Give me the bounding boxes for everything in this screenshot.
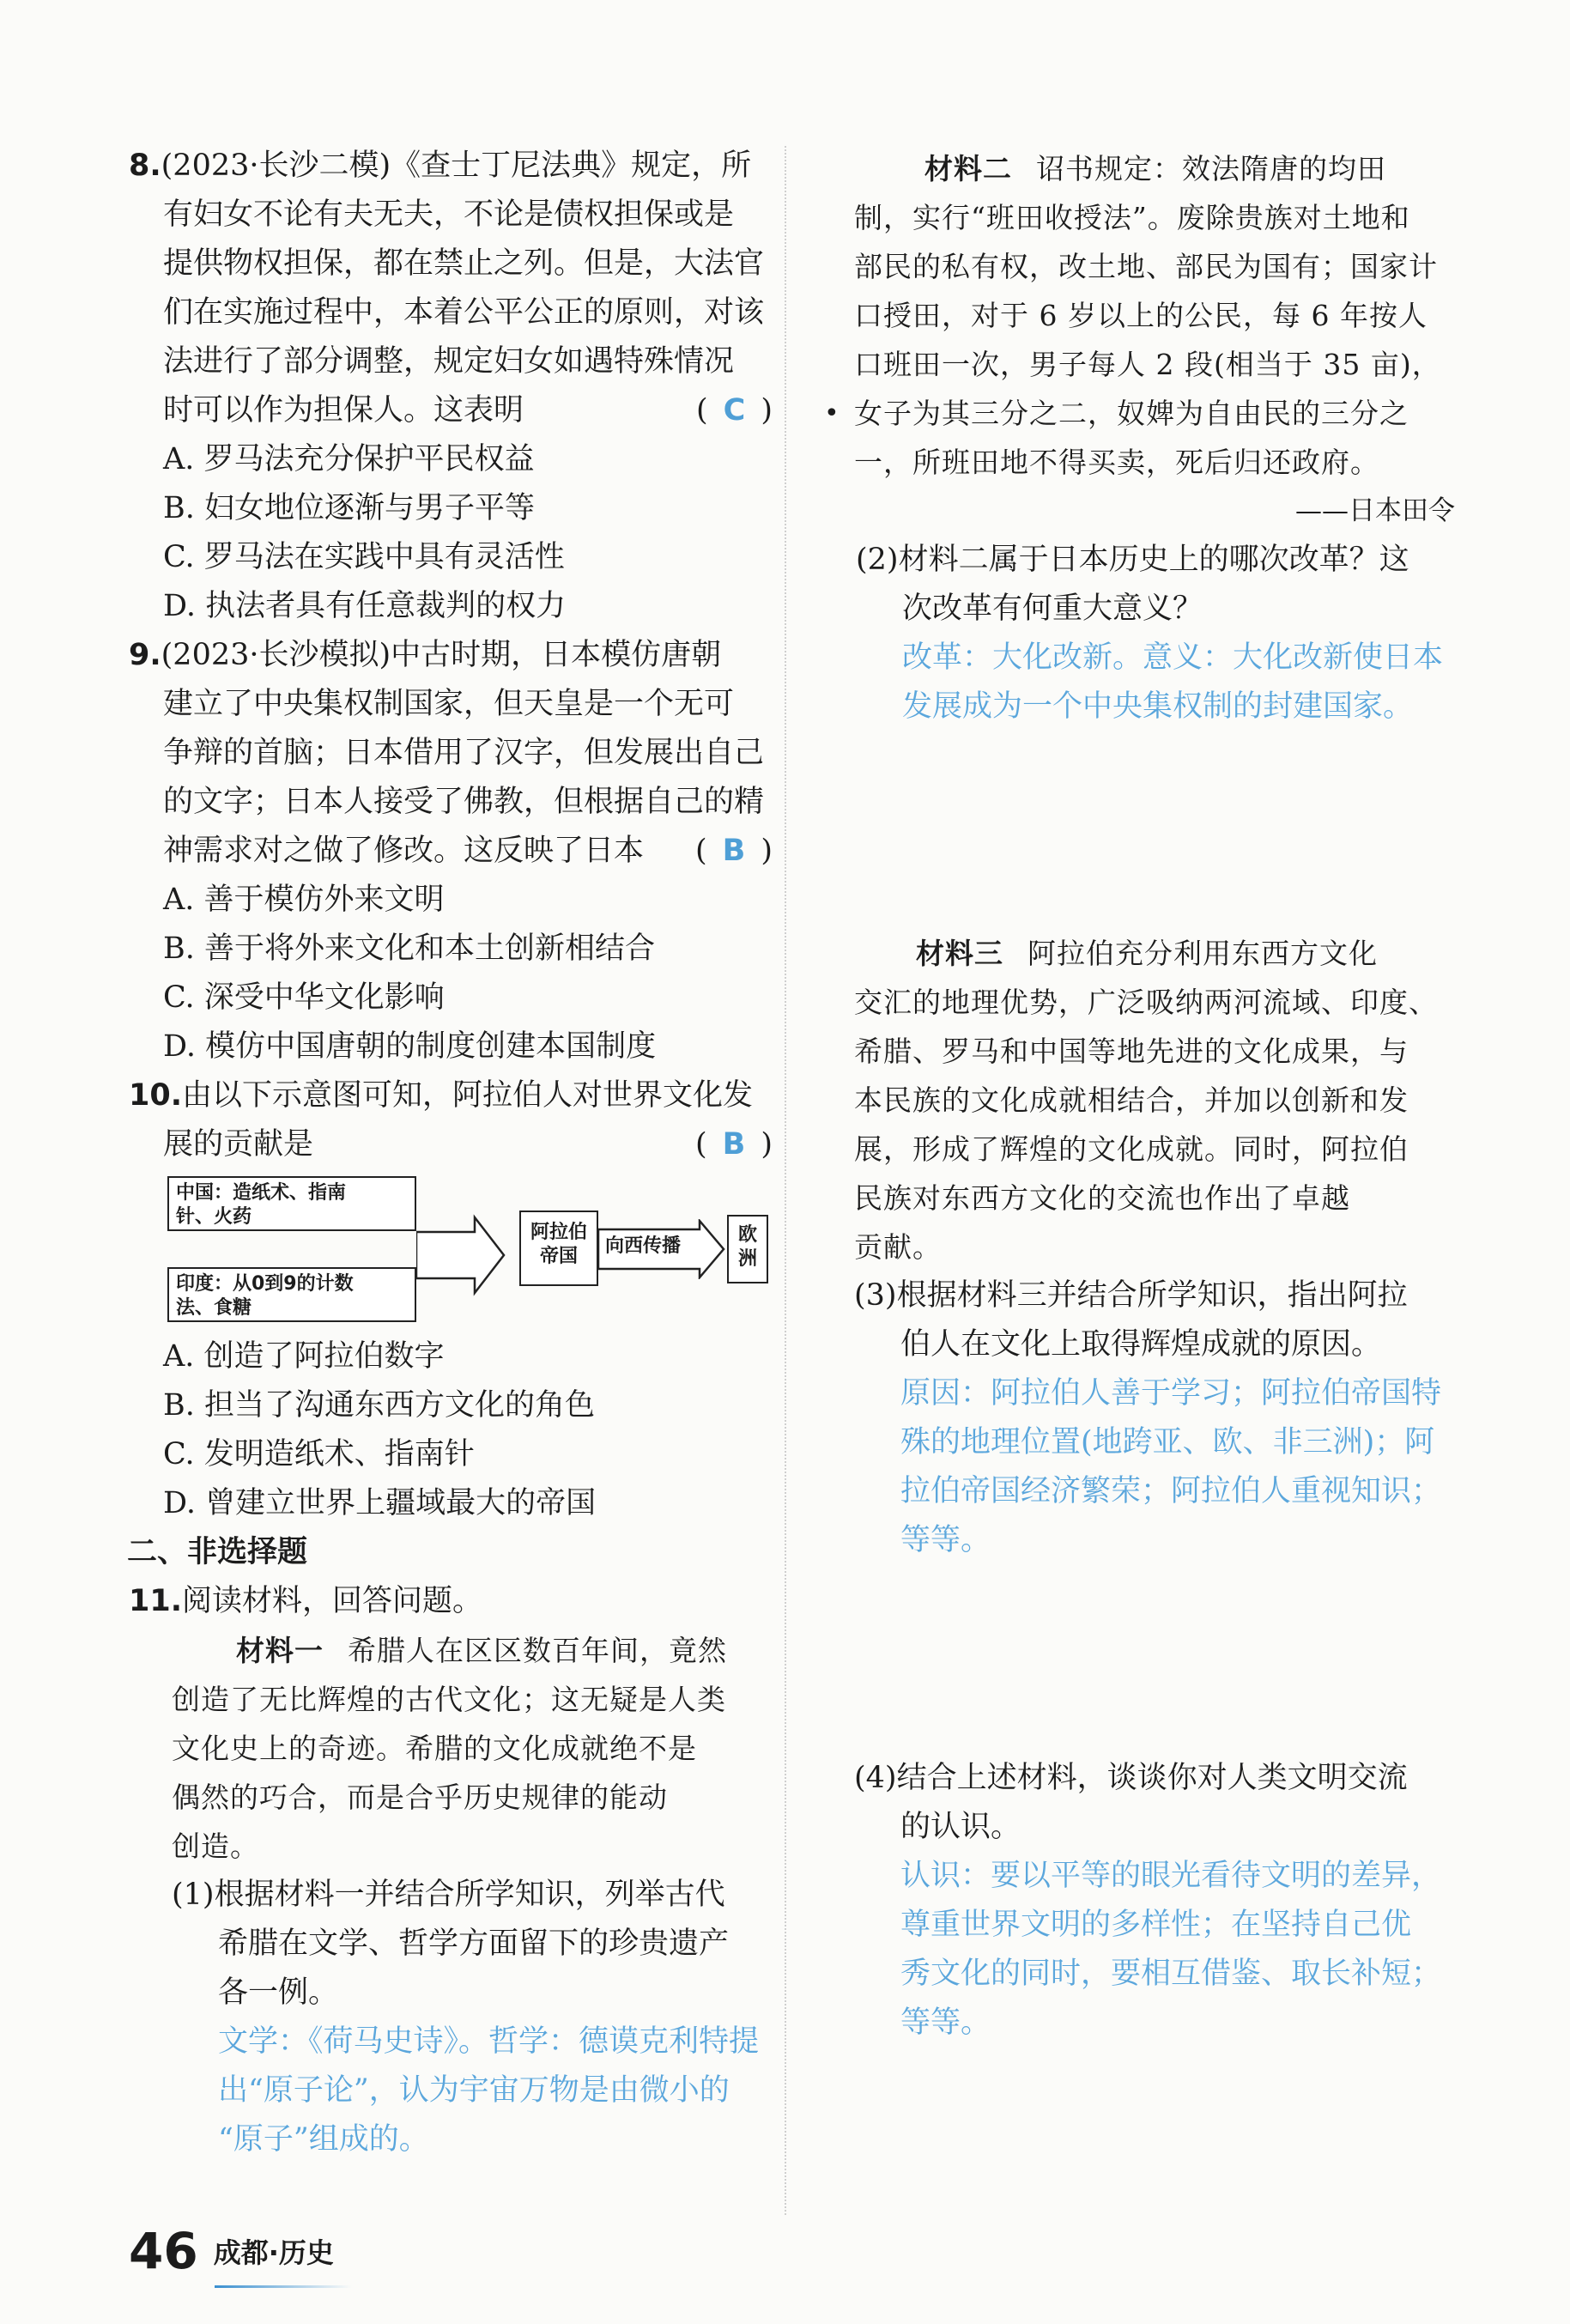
question-10 bbox=[129, 1071, 773, 1528]
right-column bbox=[824, 144, 1455, 2048]
question-8 bbox=[129, 142, 773, 631]
material-1-label: 材料一 bbox=[236, 1634, 324, 1667]
question-8-line: 8.(2023·长沙二模)《查士丁尼法典》规定，所 bbox=[129, 149, 752, 183]
question-9-line: 争辩的首脑；日本借用了汉字，但发展出自己 bbox=[163, 736, 765, 770]
answer-text: 尊重世界文明的多样性；在坚持自己优 bbox=[900, 1908, 1412, 1942]
europe-box: 欧 洲 bbox=[727, 1215, 768, 1283]
answer-text: 文学：《荷马史诗》。哲学：德谟克利特提 bbox=[218, 2024, 760, 2059]
material-3-line: 展，形成了辉煌的文化成就。同时，阿拉伯 bbox=[854, 1132, 1409, 1166]
sub-question-3: (3)根据材料三并结合所学知识，指出阿拉 伯人在文化上取得辉煌成就的原因。 原因：阿拉伯人善于学习；阿拉伯帝国特 殊的地理位置(地跨亚、欧、非三洲)；阿 拉伯帝国经济繁荣；阿拉伯人重视知识； 等等。 bbox=[854, 1271, 1455, 1565]
material-3-line: 民族对东西方文化的交流也作出了卓越 bbox=[854, 1181, 1350, 1215]
india-box: 印度：从0到9的计数 法、食糖 bbox=[167, 1267, 416, 1322]
culture-flow-diagram bbox=[167, 1176, 785, 1322]
option-a: A. 创造了阿拉伯数字 bbox=[163, 1339, 445, 1374]
answer-text: 原因：阿拉伯人善于学习；阿拉伯帝国特 bbox=[900, 1376, 1442, 1411]
bullet-dot: • bbox=[824, 398, 840, 428]
answer-space bbox=[854, 1565, 1455, 1754]
option-c: C. 罗马法在实践中具有灵活性 bbox=[163, 540, 565, 574]
answer-text: 等等。 bbox=[900, 2005, 991, 2040]
page-number: 46 bbox=[129, 2222, 198, 2280]
material-2-source: ——日本田令 bbox=[1295, 495, 1455, 526]
material-2-label: 材料二 bbox=[924, 152, 1012, 185]
material-2-line: 制，实行“班田收授法”。废除贵族对土地和 bbox=[854, 201, 1410, 234]
section-title: 二、非选择题 bbox=[127, 1535, 308, 1569]
china-box: 中国：造纸术、指南 针、火药 bbox=[167, 1176, 416, 1231]
left-column bbox=[129, 142, 773, 2164]
question-8-line: 有妇女不论有夫无夫，不论是债权担保或是 bbox=[163, 197, 735, 232]
option-a: A. 善于模仿外来文明 bbox=[163, 883, 445, 917]
material-1: 材料一 希腊人在区区数百年间，竟然 创造了无比辉煌的古代文化；这无疑是人类 文化史上的奇迹。希腊的文化成就绝不是 偶然的巧合，而是合乎历史规律的能动 创造。 bbox=[129, 1626, 773, 1871]
answer-bracket: ( C ) bbox=[696, 393, 773, 428]
material-1-line: 偶然的巧合，而是合乎历史规律的能动 bbox=[172, 1781, 668, 1814]
answer-letter: B bbox=[722, 834, 746, 868]
material-2-line: 部民的私有权，改土地、部民为国有；国家计 bbox=[854, 250, 1438, 283]
material-2: 材料二 诏书规定：效法隋唐的均田 制，实行“班田收授法”。废除贵族对土地和 部民的私有权，改土地、部民为国有；国家计 口授田，对于 6 岁以上的公民，每 6 年按人 口班田一次，男子每人 2 段(相当于 35 亩)， • 女子为其三分之二，奴婢为自由民的三分之 一，所班田地不得买卖，死后归还政府。 ——日本田令 bbox=[854, 144, 1455, 536]
material-2-line: 口授田，对于 6 岁以上的公民，每 6 年按人 bbox=[854, 299, 1428, 332]
answer-letter: B bbox=[722, 1127, 746, 1162]
material-1-line: 文化史上的奇迹。希腊的文化成就绝不是 bbox=[172, 1732, 697, 1765]
answer-text: 等等。 bbox=[900, 1523, 991, 1557]
option-d: D. 执法者具有任意裁判的权力 bbox=[163, 589, 567, 623]
option-b: B. 担当了沟通东西方文化的角色 bbox=[163, 1388, 595, 1423]
material-1-line: 创造。 bbox=[172, 1829, 259, 1863]
answer-text: 出“原子论”，认为宇宙万物是由微小的 bbox=[218, 2073, 730, 2108]
option-c: C. 发明造纸术、指南针 bbox=[163, 1437, 475, 1471]
material-2-line: 一，所班田地不得买卖，死后归还政府。 bbox=[854, 446, 1379, 479]
option-a: A. 罗马法充分保护平民权益 bbox=[163, 442, 535, 476]
footer-accent-line bbox=[215, 2285, 352, 2288]
spread-label: 向西传播 bbox=[605, 1235, 682, 1257]
sub-question-4: (4)结合上述材料，谈谈你对人类文明交流 的认识。 认识：要以平等的眼光看待文明的差异， 尊重世界文明的多样性；在坚持自己优 秀文化的同时，要相互借鉴、取长补短； 等等。 bbox=[854, 1754, 1455, 2048]
question-10-line: 10.由以下示意图可知，阿拉伯人对世界文化发 bbox=[129, 1078, 754, 1113]
sub-question-1: (1)根据材料一并结合所学知识，列举古代 希腊在文学、哲学方面留下的珍贵遗产 各一例。 文学：《荷马史诗》。哲学：德谟克利特提 出“原子论”，认为宇宙万物是由微小的 “原子”组成的。 bbox=[129, 1871, 773, 2164]
option-d: D. 曾建立世界上疆域最大的帝国 bbox=[163, 1486, 597, 1520]
answer-text: 改革：大化改新。意义：大化改新使日本 bbox=[902, 640, 1444, 675]
question-9-line: 建立了中央集权制国家，但天皇是一个无可 bbox=[163, 687, 735, 721]
material-2-line: 口班田一次，男子每人 2 段(相当于 35 亩)， bbox=[854, 348, 1441, 381]
book-title: 成都·历史 bbox=[213, 2236, 334, 2269]
question-9-line: 的文字；日本人接受了佛教，但根据自己的精 bbox=[163, 785, 765, 819]
question-11 bbox=[129, 1577, 773, 2164]
arab-empire-box: 阿拉伯 帝国 bbox=[519, 1211, 598, 1286]
page-footer bbox=[129, 2222, 334, 2280]
answer-text: 拉伯帝国经济繁荣；阿拉伯人重视知识； bbox=[900, 1474, 1442, 1508]
material-3-line: 贡献。 bbox=[854, 1230, 942, 1264]
material-3: 材料三 阿拉伯充分利用东西方文化 交汇的地理优势，广泛吸纳两河流域、印度、 希腊、罗马和中国等地先进的文化成果，与 本民族的文化成就相结合，并加以创新和发 展，形成了辉煌的文化成就。同时，阿拉伯 民族对东西方文化的交流也作出了卓越 贡献。 bbox=[854, 929, 1455, 1271]
question-8-line: 法进行了部分调整，规定妇女如遇特殊情况 bbox=[163, 344, 735, 379]
material-3-line: 交汇的地理优势，广泛吸纳两河流域、印度、 bbox=[854, 986, 1438, 1019]
option-c: C. 深受中华文化影响 bbox=[163, 980, 445, 1015]
answer-space bbox=[854, 731, 1455, 929]
answer-bracket: ( B ) bbox=[695, 1127, 773, 1162]
question-8-line: 们在实施过程中，本着公平公正的原则，对该 bbox=[163, 295, 765, 330]
answer-letter: C bbox=[723, 393, 746, 428]
material-1-line: 创造了无比辉煌的古代文化；这无疑是人类 bbox=[172, 1683, 726, 1716]
answer-text: 秀文化的同时，要相互借鉴、取长补短； bbox=[900, 1957, 1442, 1991]
answer-bracket: ( B ) bbox=[695, 834, 773, 868]
question-11-intro: 11.阅读材料，回答问题。 bbox=[129, 1584, 483, 1618]
question-9 bbox=[129, 631, 773, 1071]
merge-arrow bbox=[416, 1211, 519, 1296]
option-b: B. 善于将外来文化和本土创新相结合 bbox=[163, 931, 655, 966]
sub-question-2: (2)材料二属于日本历史上的哪次改革？这 次改革有何重大意义？ 改革：大化改新。意义：大化改新使日本 发展成为一个中央集权制的封建国家。 bbox=[856, 536, 1455, 731]
option-b: B. 妇女地位逐渐与男子平等 bbox=[163, 491, 535, 525]
question-8-line: 提供物权担保，都在禁止之列。但是，大法官 bbox=[163, 246, 765, 281]
question-9-line: 9.(2023·长沙模拟)中古时期，日本模仿唐朝 bbox=[129, 638, 722, 672]
material-3-line: 希腊、罗马和中国等地先进的文化成果，与 bbox=[854, 1035, 1409, 1068]
question-8-line: 时可以作为担保人。这表明 ( C ) bbox=[163, 386, 773, 435]
answer-text: 发展成为一个中央集权制的封建国家。 bbox=[902, 689, 1414, 724]
option-d: D. 模仿中国唐朝的制度创建本国制度 bbox=[163, 1029, 657, 1064]
question-10-line: 展的贡献是 ( B ) bbox=[163, 1120, 773, 1169]
answer-text: “原子”组成的。 bbox=[218, 2122, 429, 2157]
answer-text: 认识：要以平等的眼光看待文明的差异， bbox=[900, 1859, 1442, 1893]
material-3-label: 材料三 bbox=[916, 937, 1003, 970]
question-9-line: 神需求对之做了修改。这反映了日本 ( B ) bbox=[163, 827, 773, 876]
answer-text: 殊的地理位置(地跨亚、欧、非三洲)；阿 bbox=[900, 1425, 1435, 1459]
material-2-line: • 女子为其三分之二，奴婢为自由民的三分之 bbox=[854, 389, 1455, 438]
material-3-line: 本民族的文化成就相结合，并加以创新和发 bbox=[854, 1083, 1409, 1117]
